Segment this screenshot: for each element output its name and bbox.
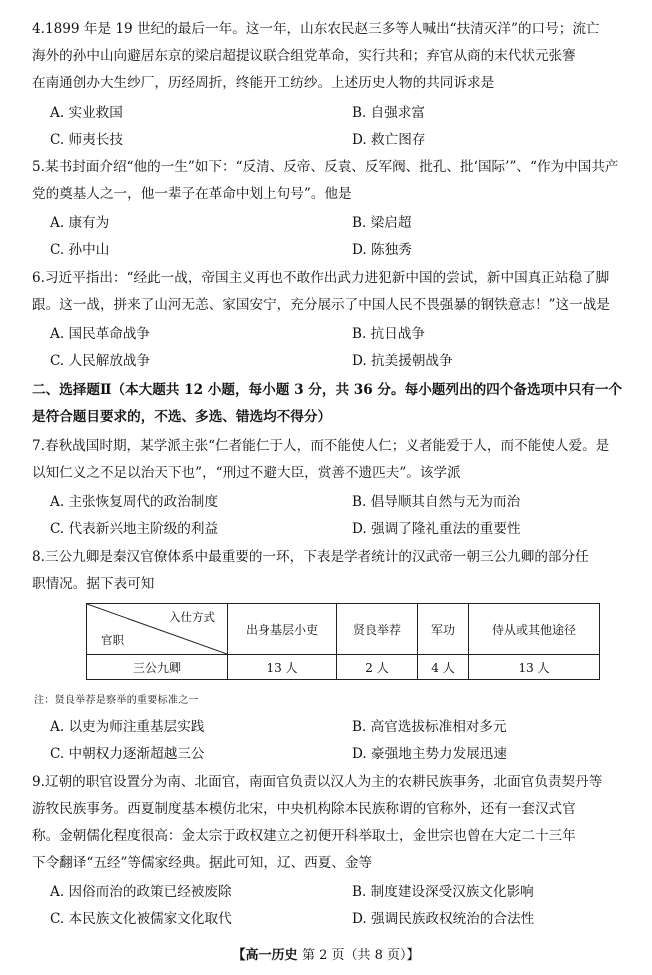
diagonal-top-label: 入仕方式: [169, 610, 215, 624]
q7-option-a: A. 主张恢复周代的政治制度: [50, 494, 218, 510]
table-header-row: [87, 604, 600, 655]
section-2-heading-line-1: 二、选择题Ⅱ（本大题共 12 小题，每小题 3 分，共 36 分。每小题列出的四个备选项中只有一个: [32, 382, 623, 398]
q9-option-c: C. 本民族文化被儒家文化取代: [50, 911, 232, 927]
q4-option-b: B. 自强求富: [352, 105, 426, 121]
q7-option-c: C. 代表新兴地主阶级的利益: [50, 521, 219, 537]
diagonal-bottom-label: 官职: [101, 633, 124, 647]
q8-option-c: C. 中朝权力逐渐超越三公: [50, 746, 205, 762]
table-cell: 13 人: [228, 655, 337, 680]
q4-option-c: C. 师夷长技: [50, 132, 123, 148]
q5-option-b: B. 梁启超: [352, 215, 412, 231]
q5-option-a: A. 康有为: [50, 215, 110, 231]
q6-option-c: C. 人民解放战争: [50, 353, 151, 369]
q7-option-d: D. 强调了隆礼重法的重要性: [352, 521, 521, 537]
table-note: 注：贤良举荐是察举的重要标准之一: [34, 695, 199, 706]
table-header-cell: 出身基层小吏: [228, 604, 337, 655]
q9-stem-line-3: 称。金朝儒化程度很高：金太宗于政权建立之初便开科举取士，金世宗也曾在大定二十三年: [32, 828, 576, 844]
q9-stem-line-4: 下令翻译“五经”等儒家经典。据此可知，辽、西夏、金等: [32, 855, 373, 871]
q9-stem-line-1: 9.辽朝的职官设置分为南、北面官，南面官负责以汉人为主的农耕民族事务，北面官负责契丹等: [32, 774, 603, 790]
footer-page-number: 第 2 页（共 8 页）】: [301, 948, 420, 963]
q8-option-d: D. 豪强地主势力发展迅速: [352, 746, 507, 762]
officials-table: [86, 603, 600, 680]
q9-option-d: D. 强调民族政权统治的合法性: [352, 911, 535, 927]
q7-stem-line-1: 7.春秋战国时期，某学派主张“仁者能仁于人，而不能使人仁；义者能爱于人，而不能使人爱。是: [32, 438, 610, 454]
table-header-cell: 贤良举荐: [337, 604, 418, 655]
q4-stem-line-2: 海外的孙中山向避居东京的梁启超提议联合组党革命，实行共和；弃官从商的末代状元张謇: [32, 48, 576, 64]
table-row: [87, 655, 600, 680]
q5-stem-line-2: 党的奠基人之一，他一辈子在革命中划上句号”。他是: [32, 186, 352, 202]
q9-option-a: A. 因俗而治的政策已经被废除: [50, 884, 232, 900]
q4-option-d: D. 救亡图存: [352, 132, 426, 148]
q6-option-d: D. 抗美援朝战争: [352, 353, 453, 369]
q4-stem-line-1: 4.1899 年是 19 世纪的最后一年。这一年，山东农民赵三多等人喊出“扶清灭洋”的口号；流亡: [32, 21, 600, 37]
table-cell: 13 人: [469, 655, 600, 680]
q5-option-c: C. 孙中山: [50, 242, 110, 258]
q4-option-a: A. 实业救国: [50, 105, 123, 121]
table-header-cell: 侍从或其他途径: [469, 604, 600, 655]
q5-stem-line-1: 5.某书封面介绍“他的一生”如下：“反清、反帝、反袁、反军阀、批孔、批‘国际’”、“作为中国共产: [32, 159, 619, 175]
q8-option-b: B. 高官选拔标准相对多元: [352, 719, 507, 735]
q8-option-a: A. 以吏为师注重基层实践: [50, 719, 205, 735]
table-header-cell: 军功: [418, 604, 469, 655]
page-footer: [0, 944, 652, 963]
q4-stem-line-3: 在南通创办大生纱厂，历经周折，终能开工纺纱。上述历史人物的共同诉求是: [32, 75, 495, 91]
table-diagonal-header-cell: [87, 604, 228, 655]
q6-option-a: A. 国民革命战争: [50, 326, 151, 342]
footer-subject: 【高一历史: [232, 948, 298, 963]
table-cell: 2 人: [337, 655, 418, 680]
q6-option-b: B. 抗日战争: [352, 326, 426, 342]
q9-stem-line-2: 游牧民族事务。西夏制度基本模仿北宋，中央机构除本民族称谓的官称外，还有一套汉式官: [32, 801, 576, 817]
q8-stem-line-1: 8.三公九卿是秦汉官僚体系中最重要的一环，下表是学者统计的汉武帝一朝三公九卿的部分任: [32, 549, 589, 565]
q9-option-b: B. 制度建设深受汉族文化影响: [352, 884, 534, 900]
q8-stem-line-2: 职情况。据下表可知: [32, 576, 155, 592]
q5-option-d: D. 陈独秀: [352, 242, 412, 258]
q7-option-b: B. 倡导顺其自然与无为而治: [352, 494, 521, 510]
q6-stem-line-2: 跟。这一战，拼来了山河无恙、家国安宁，充分展示了中国人民不畏强暴的钢铁意志！”这一战是: [32, 297, 610, 313]
section-2-heading-line-2: 是符合题目要求的，不选、多选、错选均不得分）: [32, 409, 332, 425]
table-row-label: 三公九卿: [87, 655, 228, 680]
table-cell: 4 人: [418, 655, 469, 680]
q6-stem-line-1: 6.习近平指出：“经此一战，帝国主义再也不敢作出武力进犯新中国的尝试，新中国真正站稳了脚: [32, 270, 610, 286]
q7-stem-line-2: 以知仁义之不足以治天下也”，“刑过不避大臣，赏善不遗匹夫”。该学派: [32, 465, 461, 481]
